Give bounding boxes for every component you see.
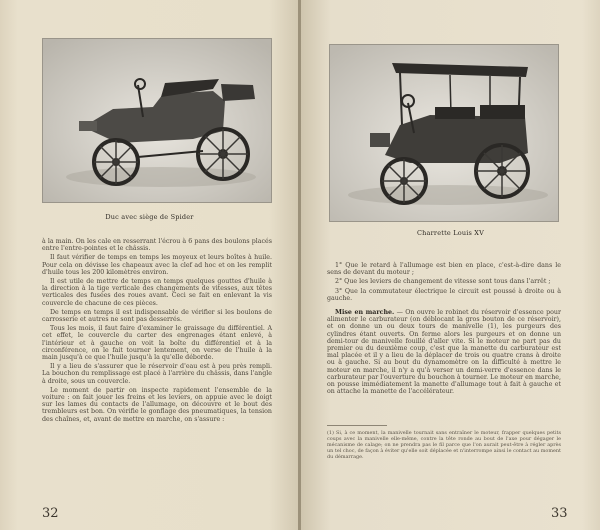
- left-paragraph: Il est utile de mettre de temps en temps quelques gouttes d'huile à la direction à la tige verticale des changements de vitesses, aux têtes verticales des fusées des roues avant. Ceci se fait en enlevant la vis couvercle de chacune de ces pièces.: [42, 278, 272, 307]
- left-paragraph: Tous les mois, il faut faire d'examiner le graissage du différentiel. A cet effet, le couvercle du carter des engrenages étant enlevé, à l'intérieur et à gauche on voit la boîte du différentiel et à la circonférence, on le fait tourner lentement, on verse de l'huile à la main jusqu'à ce que l'huile jusqu'à la qu'elle déborde.: [42, 325, 272, 362]
- right-paragraph: 2° Que les leviers de changement de vitesse sont tous dans l'arrêt ;: [335, 278, 551, 286]
- left-page-number: 32: [42, 506, 59, 521]
- right-page-number: 33: [551, 506, 568, 521]
- left-page: [0, 0, 299, 530]
- left-paragraph: Il faut vérifier de temps en temps les moyeux et leurs boîtes à huile. Pour cela on dévisse les chapeaux avec la clef ad hoc et on les remplit d'huile tous les 200 kilomètres environ.: [42, 254, 272, 276]
- footnote-rule: [327, 425, 387, 426]
- right-paragraph-mise-en-marche: [327, 309, 561, 395]
- right-body-text: [327, 262, 561, 397]
- photo-duc-spider: [42, 38, 272, 203]
- right-photo-caption: Charrette Louis XV: [416, 229, 485, 237]
- left-photo-caption: Duc avec siège de Spider: [105, 213, 194, 221]
- left-paragraph: à la main. On les cale en resserrant l'écrou à 6 pans des boulons placés entre l'entre-pointes et le châssis.: [42, 238, 272, 253]
- footnote: (1) Si, à ce moment, la manivelle tournait sans entraîner le moteur, frapper quelques petits coups avec la manivelle elle-même, contre la tête ronde au bout de l'axe pour dégager le mécanisme de calage; on ne prendra pas le fil parce que l'on aurait peut-être à régler après un tel choc, de façon à éviter qu'elle soit déplacée et n'interrompe ainsi le contact au moment du démarrage.: [327, 430, 561, 460]
- left-paragraph: De temps en temps il est indispensable de vérifier si les boulons de carrosserie et autres ne sont pas desserrés.: [42, 308, 272, 324]
- mise-en-marche-text: — On ouvre le robinet du réservoir d'essence pour alimenter le carburateur (on déblocant la gros bouton de ce réservoir), et on donne un ou deux tours de manivelle (1), les purgeurs des cylindres étant ouverts. On ferme alors les purgeurs et on donne un demi-tour de manivelle fouillé d'aller vite. Si le moteur ne part pas du premier ou du deuxième coup, c'est que la manette du carburateur est mal placée et il y a lieu de la déplacer de trois ou quatre crans à droite ou à gauche. Si au bout du dynamomètre on la difficulté à mettre le moteur en marche, il n'y a qu'à verser un demi-verre d'essence dans le carburateur par l'ouverture du bouchon à tourner. Le moteur en marche, on pousse immédiatement la manette d'allumage tout à fait à gauche et on attache la manette de l'accélérateur.: [327, 309, 561, 396]
- right-page: [301, 0, 600, 530]
- mise-en-marche-heading: Mise en marche.: [335, 309, 395, 317]
- right-paragraph: 1° Que le retard à l'allumage est bien en place, c'est-à-dire dans le sens de devant du moteur ;: [327, 262, 561, 277]
- photo-charrette-louis-xv: [329, 44, 559, 222]
- left-body-text: [42, 238, 272, 425]
- left-paragraph: Il y a lieu de s'assurer que le réservoir d'eau est à peu près rempli. La bouchon du remplissage est placé à l'arrière du châssis, dans l'angle à droite, sous un couvercle.: [42, 363, 272, 385]
- left-paragraph: Le moment de partir on inspecte rapidement l'ensemble de la voiture : on fait jouer les freins et les leviers, on appuie avec le doigt sur les lames du contacts de l'allumage, on découvre et le bout des trembleurs est bon. On vérifie le gonflage des pneumatiques, la tension des chaînes, et, avant de mettre en marche, on s'assure :: [42, 386, 272, 423]
- right-paragraph: 3° Que la commutateur électrique le circuit est poussé à droite ou à gauche.: [327, 287, 561, 302]
